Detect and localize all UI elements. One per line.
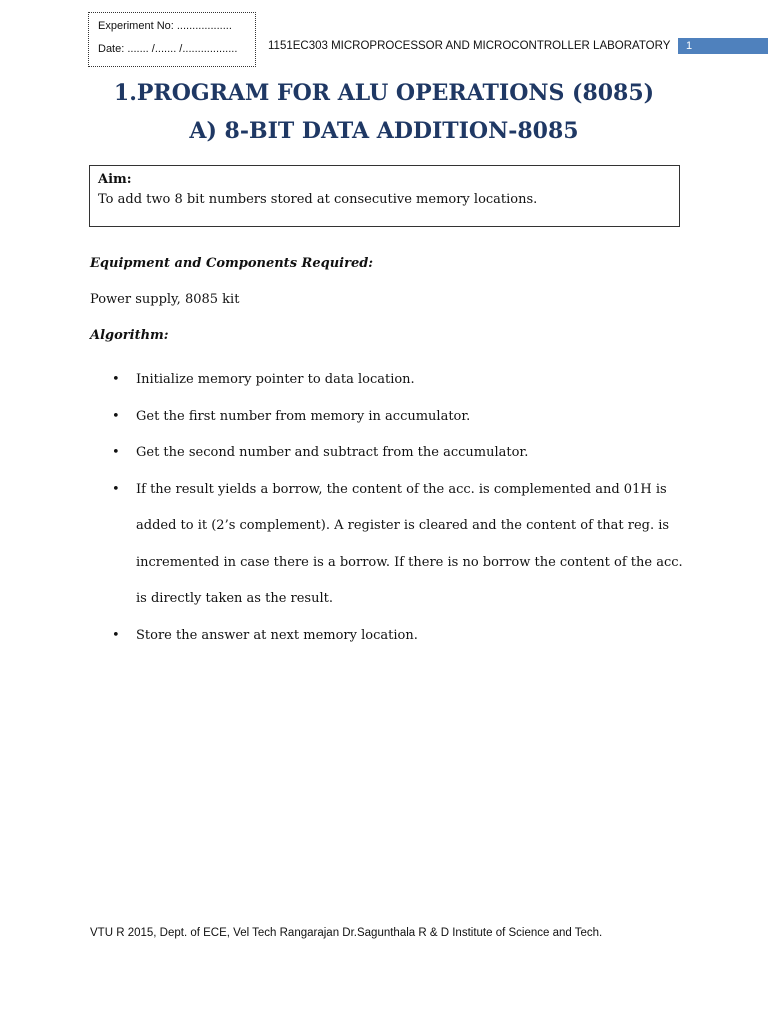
algorithm-step-3: • Get the second number and subtract from the accumulator. (110, 435, 685, 472)
algorithm-list (110, 362, 685, 654)
algorithm-heading: Algorithm: (90, 328, 169, 343)
algorithm-step-1: • Initialize memory pointer to data location. (110, 362, 685, 399)
page-number: 1 (686, 40, 693, 52)
algorithm-step-2: • Get the first number from memory in accumulator. (110, 399, 685, 436)
page-footer: VTU R 2015, Dept. of ECE, Vel Tech Rangarajan Dr.Sagunthala R & D Institute of Science and Tech. (90, 927, 603, 939)
algorithm-step-5: • Store the answer at next memory location. (110, 618, 685, 655)
algorithm-step-4: • If the result yields a borrow, the content of the acc. is complemented and 01H is added to it (2’s complement). A register is cleared and the content of that reg. is incremented in case there is a borrow. If there is no borrow the content of the acc. is directly taken as the result. (110, 472, 685, 618)
page-number-tab (678, 38, 768, 54)
experiment-info-box (88, 12, 256, 67)
equipment-text: Power supply, 8085 kit (90, 292, 240, 307)
document-title: 1.PROGRAM FOR ALU OPERATIONS (8085) (113, 80, 655, 106)
equipment-heading: Equipment and Components Required: (90, 256, 374, 271)
aim-text: To add two 8 bit numbers stored at consecutive memory locations. (98, 192, 538, 207)
date-field: Date: ....... /....... /.................. (98, 43, 238, 55)
document-subtitle: A) 8-BIT DATA ADDITION-8085 (189, 118, 579, 144)
aim-label: Aim: (98, 172, 132, 187)
aim-box (89, 165, 680, 227)
course-header: 1151EC303 MICROPROCESSOR AND MICROCONTROLLER LABORATORY (268, 40, 671, 52)
experiment-number-field: Experiment No: .................. (98, 20, 232, 32)
